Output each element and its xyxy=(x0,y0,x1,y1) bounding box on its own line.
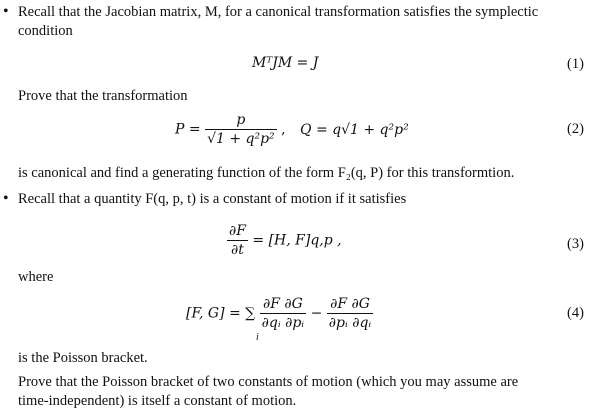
equation-4-term1-denominator: ∂qᵢ ∂pᵢ xyxy=(261,315,305,331)
equation-2-P-numerator: p xyxy=(236,112,246,128)
final-prove-line2: time-independent) is itself a constant of motion. xyxy=(18,393,297,409)
equation-4 xyxy=(186,296,373,331)
equation-2-separator: , xyxy=(281,121,286,138)
equation-3-denominator: ∂t xyxy=(227,240,248,258)
equation-4-term2-denominator: ∂pᵢ ∂qᵢ xyxy=(328,315,372,331)
bullet-icon: • xyxy=(3,190,9,207)
prove-transformation-text: Prove that the transformation xyxy=(18,88,188,104)
final-prove-line1: Prove that the Poisson bracket of two constants of motion (which you may assume are xyxy=(18,374,519,390)
bullet-icon: • xyxy=(3,3,9,20)
equation-4-number: (4) xyxy=(567,305,584,321)
equation-4-minus: − xyxy=(310,305,323,322)
problem1-intro-line1: Recall that the Jacobian matrix, M, for a canonical transformation satisfies the symplectic xyxy=(18,4,539,20)
equation-4-term1-numerator: ∂F ∂G xyxy=(262,296,303,312)
equation-4-term2-numerator: ∂F ∂G xyxy=(330,296,370,312)
equation-4-lhs: [F, G] = ∑ xyxy=(186,305,256,322)
equation-4-term2 xyxy=(327,296,374,331)
equation-4-term1 xyxy=(260,296,307,331)
equation-2-P-lhs: P = xyxy=(175,121,201,138)
equation-2-P-fraction xyxy=(205,112,277,147)
equation-3-rhs: = [H, F]q,p , xyxy=(252,232,342,249)
equation-2-P-denominator: √1 + q²p² xyxy=(207,131,275,147)
equation-3-numerator: ∂F xyxy=(229,223,246,239)
problem1-intro-line2: condition xyxy=(18,23,73,39)
where-text: where xyxy=(18,269,54,285)
equation-3-number: (3) xyxy=(567,236,584,252)
equation-3 xyxy=(227,223,342,258)
equation-4-sum-index: i xyxy=(256,332,259,343)
equation-2 xyxy=(175,112,409,147)
equation-2-Q: Q = q√1 + q²p² xyxy=(300,121,409,138)
equation-3-fraction xyxy=(227,223,248,258)
equation-1-number: (1) xyxy=(567,56,584,72)
poisson-bracket-text: is the Poisson bracket. xyxy=(18,350,148,366)
equation-1: MᵀJM = J xyxy=(252,55,319,71)
equation-2-number: (2) xyxy=(567,121,584,137)
problem2-intro: Recall that a quantity F(q, p, t) is a constant of motion if it satisfies xyxy=(18,191,407,207)
canonical-text: is canonical and find a generating function of the form F₂(q, P) for this transformtion. xyxy=(18,165,515,181)
